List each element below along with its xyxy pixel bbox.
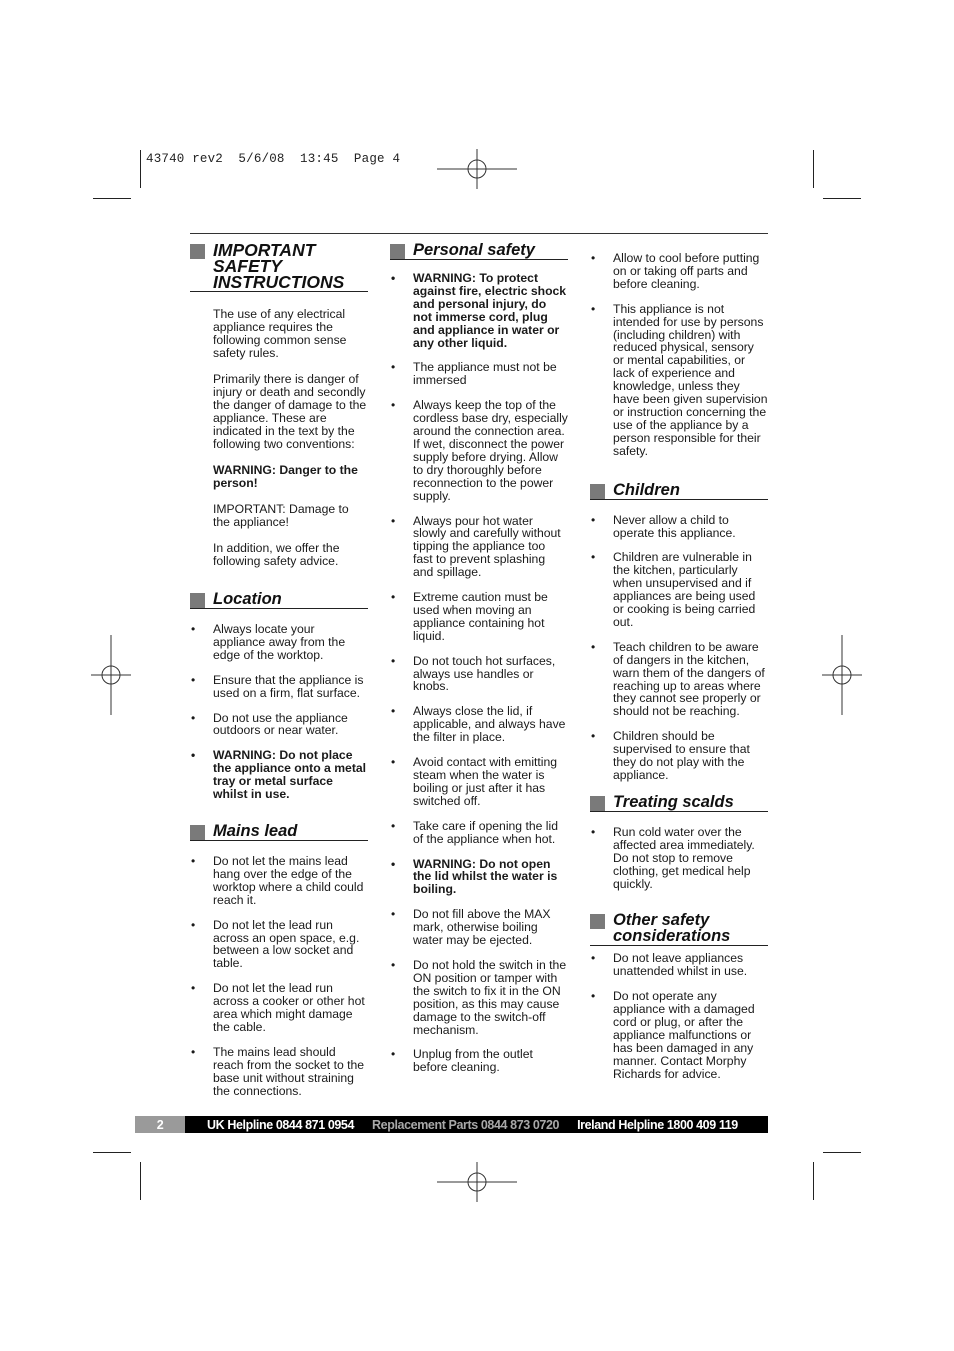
- list-item: • Children are vulnerable in the kitchen, particularly when unsupervised and if appliances are being used or cooking is being carried out.: [590, 551, 768, 628]
- registration-mark-icon: [91, 635, 131, 715]
- paragraph: IMPORTANT: Damage to the appliance!: [213, 502, 349, 529]
- heading-square-icon: [590, 484, 605, 499]
- section-heading: [190, 242, 368, 292]
- general-safety-list: [590, 252, 768, 458]
- list-item-warning: • WARNING: Do not open the lid whilst the water is boiling.: [390, 858, 568, 897]
- crop-mark: [140, 150, 141, 188]
- section-mains-lead: [190, 823, 368, 1098]
- treating-scalds-list: [590, 826, 768, 891]
- section-heading: [590, 482, 768, 500]
- list-item: • Do not leave appliances unattended whilst in use.: [590, 952, 768, 978]
- heading-children: Children: [613, 480, 680, 499]
- list-item: • Do not hold the switch in the ON position or tamper with the switch to fix it in the ON position, as this may cause damage to the switch-off mechanism.: [390, 959, 568, 1036]
- paragraph: The use of any electrical appliance requires the following common sense safety rules.: [213, 307, 347, 360]
- heading-other-safety: Other safety considerations: [613, 911, 731, 946]
- list-item: • The mains lead should reach from the socket to the base unit without straining the connections.: [190, 1046, 368, 1098]
- list-item: • Always close the lid, if applicable, and always have the filter in place.: [390, 705, 568, 744]
- heading-square-icon: [390, 244, 405, 259]
- ireland-helpline: Ireland Helpline 1800 409 119: [577, 1117, 738, 1132]
- list-item: • Avoid contact with emitting steam when the water is boiling or just after it has switched off.: [390, 756, 568, 808]
- list-item: • Do not let the lead run across an open space, e.g. between a low socket and table.: [190, 919, 368, 971]
- section-heading: [590, 794, 768, 812]
- crop-mark: [823, 198, 861, 199]
- page-number: 2: [135, 1116, 185, 1133]
- crop-mark: [93, 1152, 131, 1153]
- crop-mark: [93, 198, 131, 199]
- registration-mark-icon: [437, 149, 517, 189]
- other-safety-list: [590, 952, 768, 1080]
- section-heading: [390, 242, 568, 260]
- list-item: • Extreme caution must be used when moving an appliance containing hot liquid.: [390, 591, 568, 643]
- list-item: • Always locate your appliance away from the edge of the worktop.: [190, 623, 368, 662]
- paragraph: In addition, we offer the following safety advice.: [213, 541, 340, 568]
- crop-mark: [813, 150, 814, 188]
- heading-square-icon: [190, 825, 205, 840]
- section-important-safety: [190, 242, 368, 568]
- print-slug: 43740 rev2 5/6/08 13:45 Page 4: [146, 152, 401, 166]
- heading-mains-lead: Mains lead: [213, 821, 298, 840]
- heading-personal-safety: Personal safety: [413, 241, 535, 259]
- section-heading: [190, 823, 368, 841]
- heading-important-safety: IMPORTANT SAFETY INSTRUCTIONS: [213, 240, 345, 292]
- section-children: [590, 482, 768, 782]
- list-item: • Allow to cool before putting on or taking off parts and before cleaning.: [590, 252, 768, 291]
- footer-helpline-bar: [135, 1116, 768, 1133]
- registration-mark-icon: [822, 635, 862, 715]
- list-item: • Do not fill above the MAX mark, otherwise boiling water may be ejected.: [390, 908, 568, 947]
- list-item: • Do not use the appliance outdoors or near water.: [190, 712, 368, 738]
- children-list: [590, 514, 768, 782]
- uk-helpline: UK Helpline 0844 871 0954: [207, 1117, 355, 1132]
- list-item: • Do not touch hot surfaces, always use handles or knobs.: [390, 655, 568, 694]
- crop-mark: [813, 1162, 814, 1200]
- list-item: • Do not operate any appliance with a damaged cord or plug, or after the appliance malfunctions or has been damaged in any manner. Contact Morphy Richards for advice.: [590, 990, 768, 1080]
- paragraph-warning: WARNING: Danger to the person!: [213, 463, 358, 490]
- location-list: [190, 623, 368, 801]
- heading-square-icon: [590, 796, 605, 811]
- crop-mark: [140, 1162, 141, 1200]
- list-item: • Never allow a child to operate this appliance.: [590, 514, 768, 540]
- heading-treating-scalds: Treating scalds: [613, 792, 734, 811]
- personal-safety-list: [390, 272, 568, 1074]
- list-item: • Take care if opening the lid of the appliance when hot.: [390, 820, 568, 846]
- heading-location: Location: [213, 590, 282, 608]
- list-item: • Do not let the lead run across a cooker or other hot area which might damage the cable.: [190, 982, 368, 1034]
- list-item: • Run cold water over the affected area immediately. Do not stop to remove clothing, get medical help quickly.: [590, 826, 768, 891]
- column-3: [590, 252, 768, 1093]
- top-rule: [190, 233, 768, 234]
- list-item: • Unplug from the outlet before cleaning.: [390, 1048, 568, 1074]
- list-item: • Teach children to be aware of dangers in the kitchen, warn them of the dangers of reaching up to areas where they cannot see properly or should not be reaching.: [590, 641, 768, 718]
- column-2: [390, 242, 568, 1086]
- heading-square-icon: [190, 244, 205, 259]
- list-item: • Children should be supervised to ensure that they do not play with the appliance.: [590, 730, 768, 782]
- paragraph: Primarily there is danger of injury or death and secondly the danger of damage to the appliance. These are indicated in the text by the following two conventions:: [213, 372, 367, 451]
- list-item-warning: • WARNING: To protect against fire, electric shock and personal injury, do not immerse cord, plug and appliance in water or any other liquid.: [390, 272, 568, 349]
- replacement-parts-helpline: Replacement Parts 0844 873 0720: [372, 1117, 560, 1132]
- section-other-safety: [590, 912, 768, 1080]
- list-item: • This appliance is not intended for use by persons (including children) with reduced physical, sensory or mental capabilities, or lack of experience and knowledge, unless they have been given supervision or instruction concerning the use of the appliance by a person responsible for their safety.: [590, 303, 768, 458]
- mains-lead-list: [190, 855, 368, 1098]
- section-heading: [190, 591, 368, 609]
- heading-square-icon: [190, 593, 205, 608]
- section-heading: [590, 912, 768, 946]
- heading-square-icon: [590, 914, 605, 929]
- list-item: • The appliance must not be immersed: [390, 361, 568, 387]
- section-personal-safety: [390, 242, 568, 1074]
- list-item: • Always keep the top of the cordless base dry, especially around the connection area. If wet, disconnect the power supply before drying. Allow to dry thoroughly before reconnection to the power supply.: [390, 399, 568, 502]
- section-location: [190, 591, 368, 801]
- list-item: • Do not let the mains lead hang over the edge of the worktop where a child could reach it.: [190, 855, 368, 907]
- list-item: • Always pour hot water slowly and carefully without tipping the appliance too fast to prevent splashing and spillage.: [390, 515, 568, 580]
- registration-mark-icon: [437, 1162, 517, 1202]
- list-item: • Ensure that the appliance is used on a firm, flat surface.: [190, 674, 368, 700]
- crop-mark: [823, 1152, 861, 1153]
- column-1: [190, 242, 368, 1109]
- list-item-warning: • WARNING: Do not place the appliance onto a metal tray or metal surface whilst in use.: [190, 749, 368, 801]
- section-treating-scalds: [590, 794, 768, 891]
